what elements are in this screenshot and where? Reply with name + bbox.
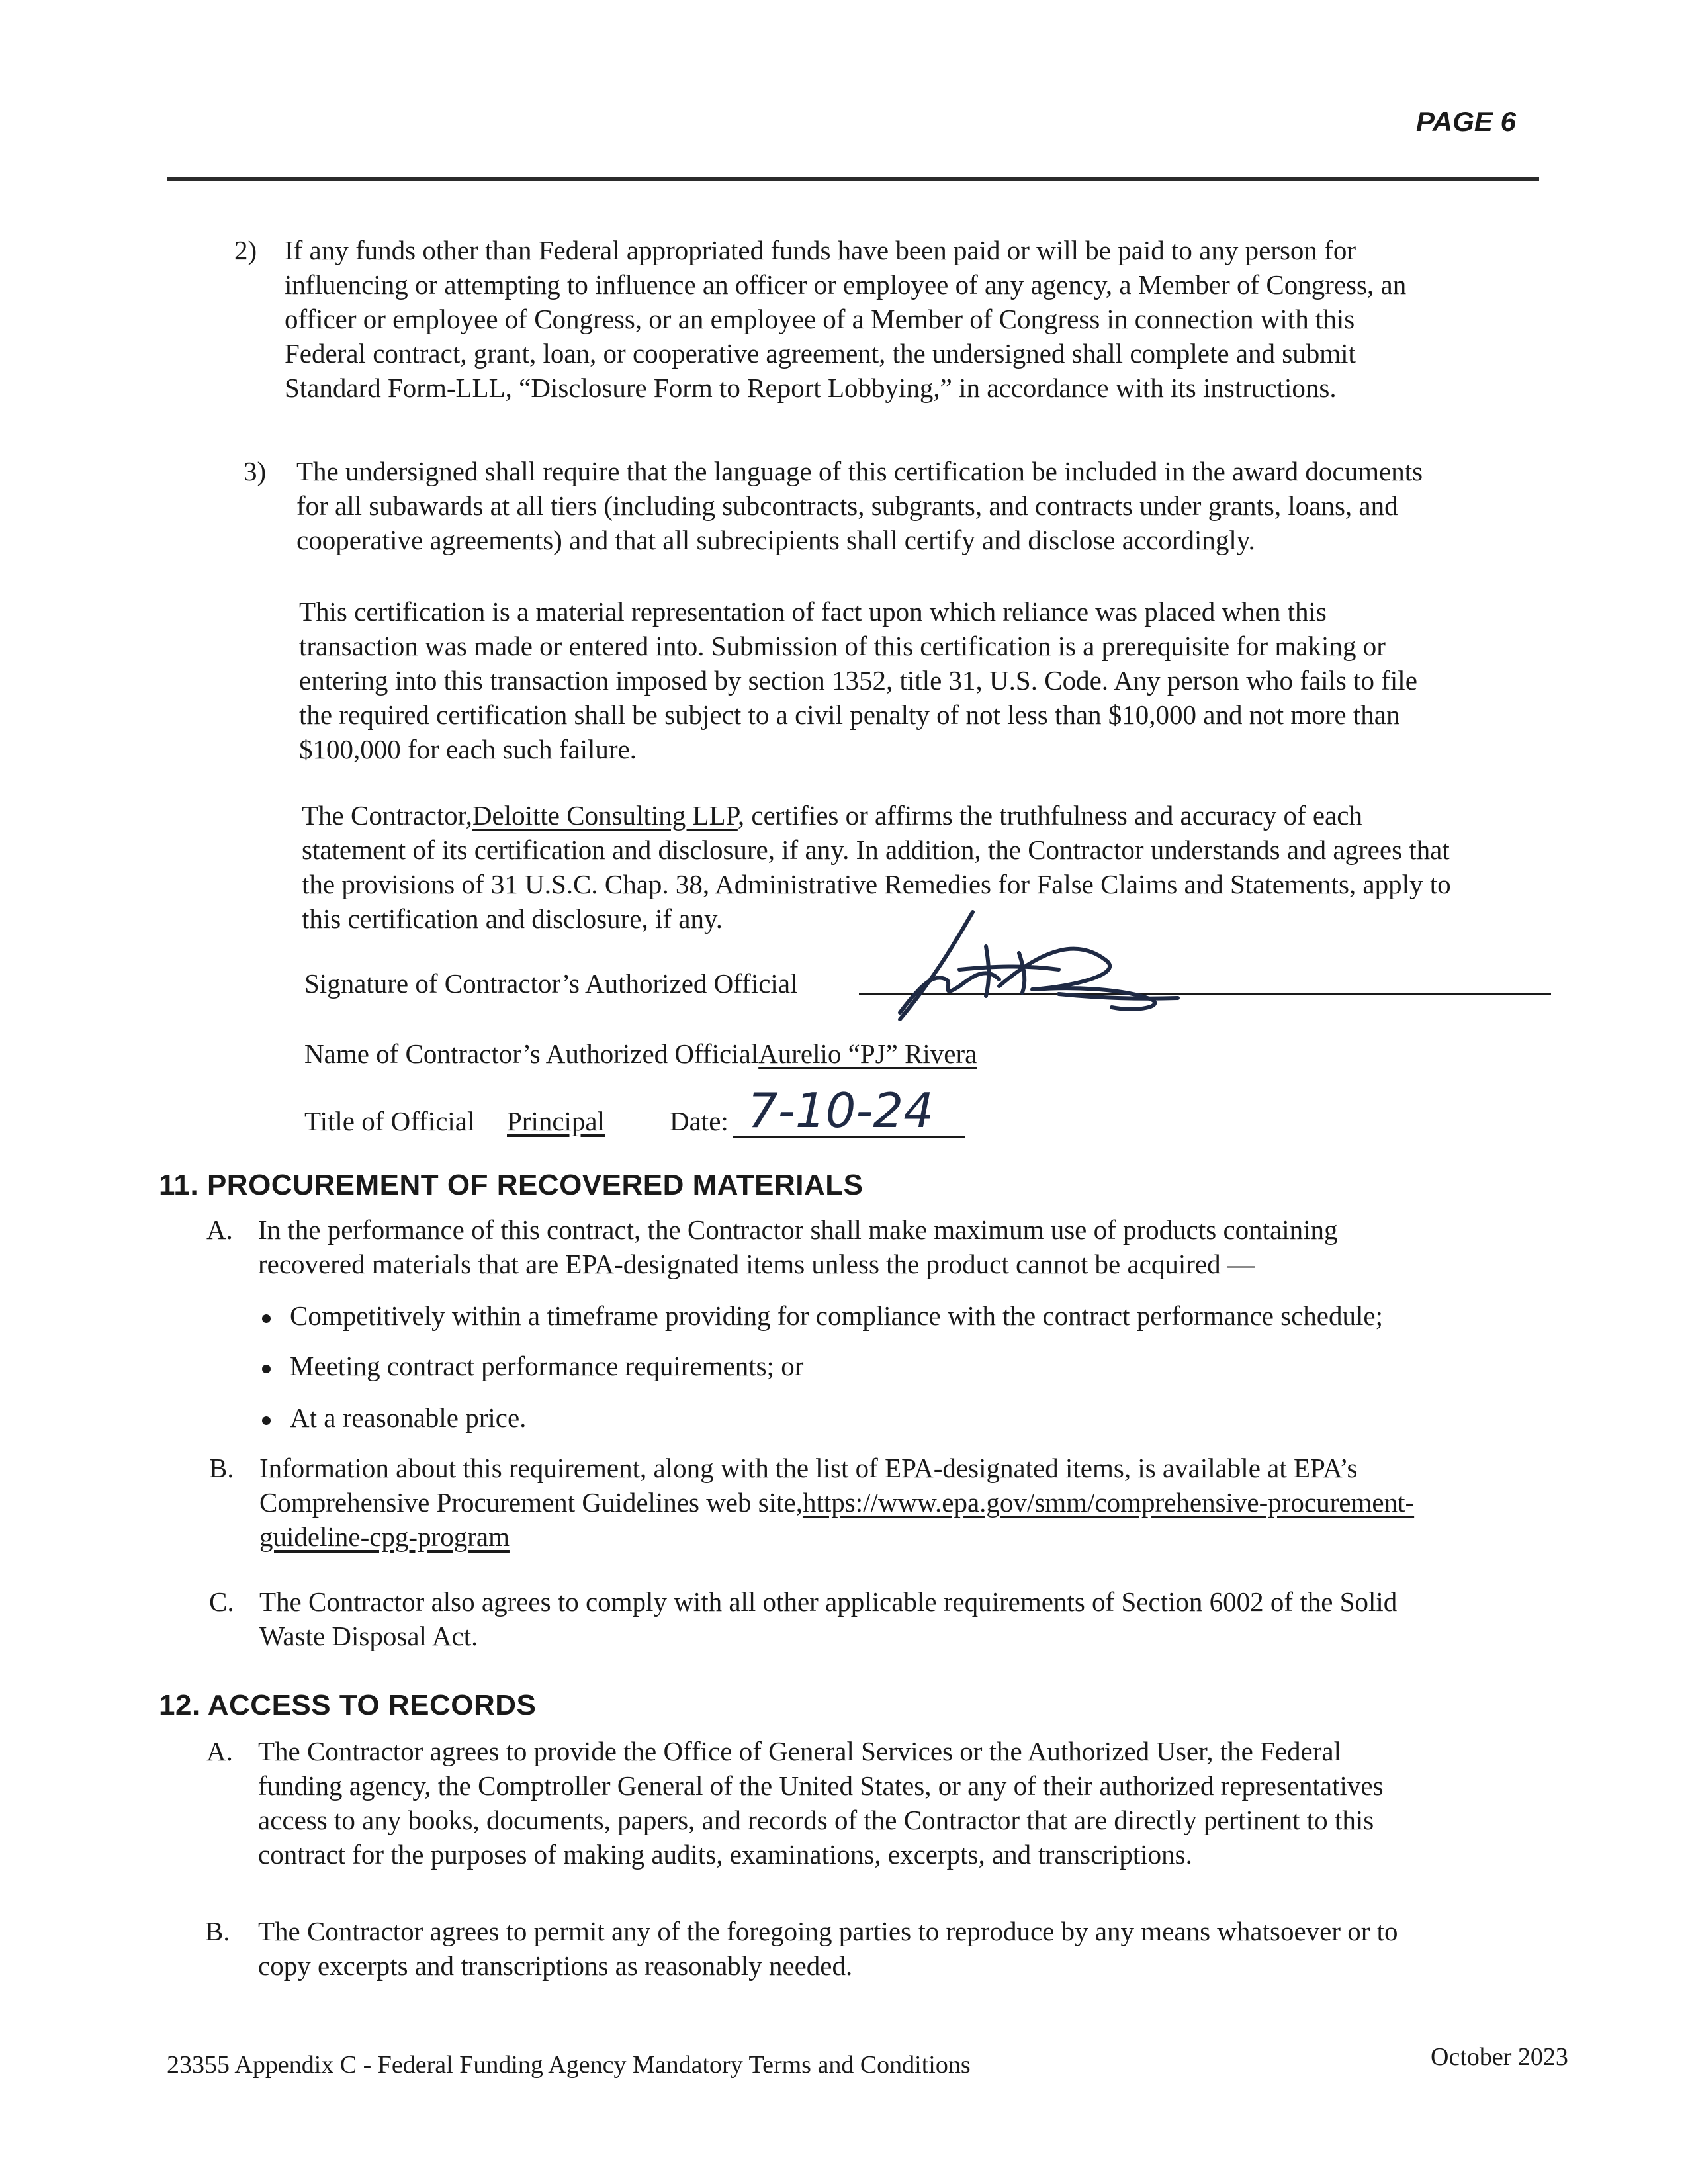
section-12-a-letter: A. [206, 1736, 233, 1766]
bullet-dot [262, 1416, 271, 1425]
text-line: funding agency, the Comptroller General of the United States, or any of their authorized representatives [258, 1770, 1384, 1801]
text-line: cooperative agreements) and that all subrecipients shall certify and disclose accordingly. [296, 525, 1255, 555]
text-line: copy excerpts and transcriptions as reasonably needed. [258, 1950, 853, 1981]
item-2-number: 2) [234, 235, 257, 265]
text-line: In the performance of this contract, the Contractor shall make maximum use of products containing [258, 1214, 1338, 1245]
text-line: the provisions of 31 U.S.C. Chap. 38, Administrative Remedies for False Claims and Statements, apply to [302, 869, 1451, 899]
text-line: Waste Disposal Act. [259, 1621, 478, 1651]
section-11-c-text [259, 1584, 1556, 1653]
contractor-name: Deloitte Consulting LLP [472, 800, 738, 831]
item-3-number: 3) [244, 456, 267, 486]
text-line: The undersigned shall require that the language of this certification be included in the award documents [296, 456, 1423, 486]
text-line: Standard Form-LLL, “Disclosure Form to Report Lobbying,” in accordance with its instructions. [285, 373, 1337, 403]
contractor-prefix: The Contractor, [302, 800, 472, 831]
text-fragment: Comprehensive Procurement Guidelines web site, [259, 1487, 803, 1518]
epa-link[interactable]: guideline-cpg-program [259, 1522, 510, 1552]
official-name-row [304, 1036, 1182, 1071]
bullet-dot [262, 1314, 271, 1323]
text-line: contract for the purposes of making audits, examinations, excerpts, and transcriptions. [258, 1839, 1192, 1870]
text-line: for all subawards at all tiers (including subcontracts, subgrants, and contracts under grants, loans, and [296, 490, 1398, 521]
certification-statement [299, 594, 1556, 766]
section-12-b-text [258, 1914, 1555, 1983]
text-line: recovered materials that are EPA-designated items unless the product cannot be acquired — [258, 1249, 1255, 1279]
contractor-suffix: , certifies or affirms the truthfulness and accuracy of each [737, 800, 1362, 831]
item-3-text [296, 454, 1554, 557]
footer-date: October 2023 [1431, 2043, 1568, 2071]
official-title-label: Title of Official [304, 1106, 475, 1136]
section-11-b-text [259, 1451, 1570, 1554]
epa-link[interactable]: https://www.epa.gov/smm/comprehensive-procurement- [802, 1487, 1415, 1518]
text-line [302, 798, 1559, 833]
text-line: transaction was made or entered into. Submission of this certification is a prerequisite for making or [299, 631, 1386, 661]
handwritten-date: 7-10-24 [748, 1083, 934, 1138]
section-11-a-letter: A. [206, 1214, 233, 1245]
section-11-a-text [258, 1212, 1548, 1281]
bullet-item: Competitively within a timeframe providing for compliance with the contract performance schedule; [290, 1300, 1383, 1331]
text-line [259, 1520, 1570, 1554]
text-line: The Contractor agrees to provide the Office of General Services or the Authorized User, the Federal [258, 1736, 1341, 1766]
section-11-c-letter: C. [209, 1586, 234, 1617]
official-title-value: Principal [507, 1106, 605, 1136]
section-11-title: 11. PROCUREMENT OF RECOVERED MATERIALS [159, 1169, 864, 1201]
section-12-b-letter: B. [205, 1916, 230, 1946]
text-line: statement of its certification and disclosure, if any. In addition, the Contractor understands and agrees that [302, 835, 1450, 865]
text-line: access to any books, documents, papers, and records of the Contractor that are directly pertinent to this [258, 1805, 1374, 1835]
text-line: The Contractor agrees to permit any of the foregoing parties to reproduce by any means whatsoever or to [258, 1916, 1398, 1946]
section-11-b-letter: B. [209, 1453, 234, 1483]
text-line: The Contractor also agrees to comply with all other applicable requirements of Section 6002 of the Solid [259, 1586, 1398, 1617]
text-line [259, 1485, 1570, 1520]
text-line: this certification and disclosure, if any. [302, 903, 723, 934]
date-label: Date: [670, 1106, 729, 1136]
text-line: Information about this requirement, along with the list of EPA-designated items, is available at EPA’s [259, 1453, 1358, 1483]
text-line: influencing or attempting to influence an officer or employee of any agency, a Member of Congress, an [285, 269, 1407, 300]
page-number: PAGE 6 [1416, 106, 1516, 137]
bullet-item: Meeting contract performance requirements; or [290, 1351, 804, 1381]
section-12-a-text [258, 1734, 1555, 1872]
official-name-label: Name of Contractor’s Authorized Official [304, 1038, 759, 1069]
footer-document-title: 23355 Appendix C - Federal Funding Agency Mandatory Terms and Conditions [167, 2051, 971, 2079]
text-line: $100,000 for each such failure. [299, 734, 637, 764]
text-line: entering into this transaction imposed by section 1352, title 31, U.S. Code. Any person who fails to file [299, 665, 1417, 696]
section-12-title: 12. ACCESS TO RECORDS [159, 1689, 537, 1721]
bullet-item: At a reasonable price. [290, 1402, 527, 1433]
text-line: officer or employee of Congress, or an employee of a Member of Congress in connection with this [285, 304, 1355, 334]
text-line: Federal contract, grant, loan, or cooperative agreement, the undersigned shall complete and submit [285, 338, 1356, 369]
header-divider [167, 177, 1539, 181]
text-line: If any funds other than Federal appropriated funds have been paid or will be paid to any person for [285, 235, 1356, 265]
official-name-value: Aurelio “PJ” Rivera [758, 1038, 977, 1069]
bullet-dot [262, 1365, 271, 1373]
handwritten-signature [860, 907, 1244, 1026]
signature-label: Signature of Contractor’s Authorized Official [304, 968, 798, 999]
item-2-text [285, 233, 1542, 405]
text-line: This certification is a material representation of fact upon which reliance was placed when this [299, 596, 1327, 627]
text-line: the required certification shall be subject to a civil penalty of not less than $10,000 and not more than [299, 700, 1400, 730]
